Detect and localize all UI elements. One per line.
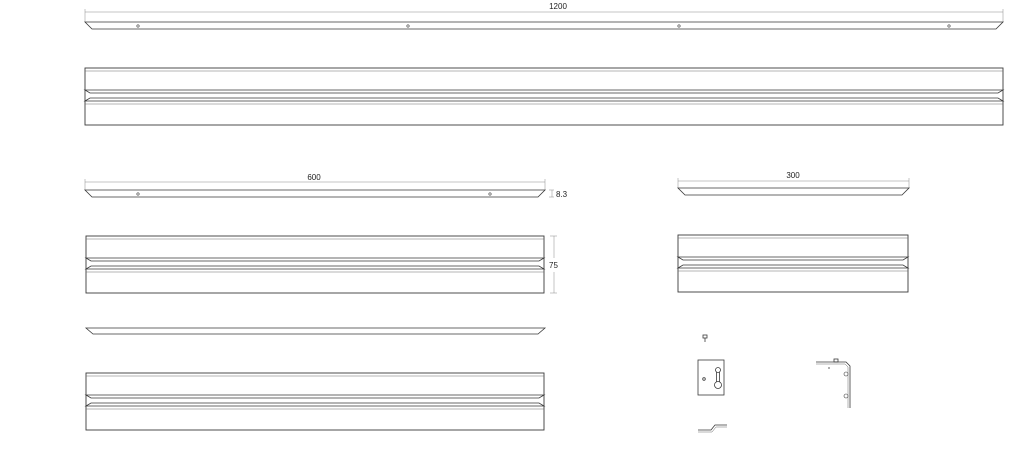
profile-300-front-view: [678, 235, 908, 292]
z-clip-part: [698, 425, 727, 432]
profile-600-side-view: [85, 173, 568, 199]
dimension-1200: 1200: [549, 2, 567, 11]
profile-600-variant-front-view: [86, 373, 544, 430]
profile-1200-side-view: [85, 2, 1003, 29]
screw-part: [703, 335, 707, 342]
profile-300-side-view: [678, 171, 909, 195]
dimension-600: 600: [307, 173, 321, 182]
dimension-thickness: 8.3: [556, 190, 568, 199]
dimension-300: 300: [786, 171, 800, 180]
keyhole-bracket-part: [698, 360, 724, 395]
profile-1200-front-view: [85, 68, 1003, 125]
profile-600-variant-side-view: [86, 328, 545, 334]
dimension-height: 75: [549, 261, 558, 270]
profile-600-front-view: [86, 236, 558, 293]
angle-bracket-part: [816, 359, 850, 408]
